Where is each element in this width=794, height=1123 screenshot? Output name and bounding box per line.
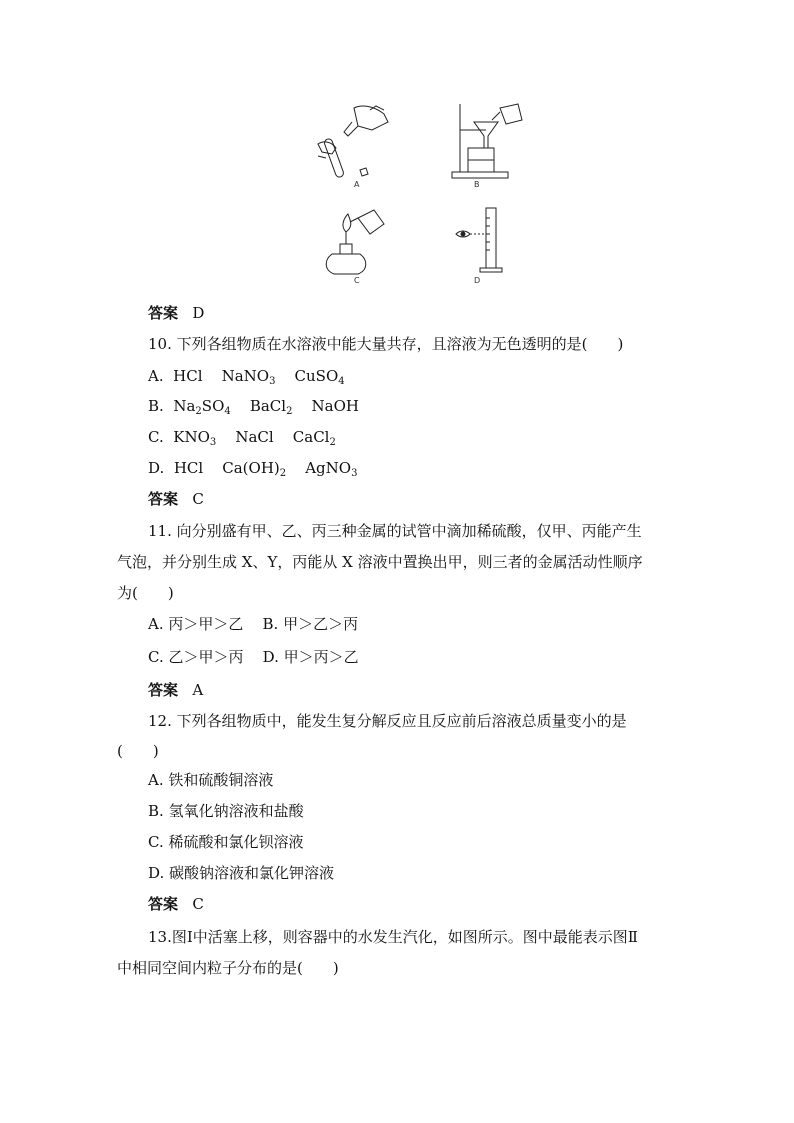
q9-answer-label: 答案 — [148, 304, 179, 322]
q10-option-b-key: B. — [148, 397, 164, 415]
q12-paren-open: ( — [117, 742, 123, 760]
figure-d-drawing — [446, 204, 530, 288]
q10-option-a — [148, 366, 345, 386]
formula-cacl2: CaCl — [292, 428, 330, 446]
subscript: 2 — [329, 437, 336, 448]
formula-agno3: AgNO — [305, 459, 352, 477]
formula-nacl: NaCl — [235, 428, 274, 446]
q12-answer — [148, 894, 204, 914]
q11-options-line1 — [148, 614, 358, 634]
q11-options-line2 — [148, 647, 359, 667]
q12-option-c — [148, 832, 304, 852]
figure-c-label: C — [354, 276, 360, 285]
q13-number: 13. — [148, 928, 172, 946]
q13-paren-close: ) — [332, 959, 339, 977]
q12-stem-line2 — [117, 741, 159, 761]
q10-option-c — [148, 427, 336, 447]
q10-stem — [148, 334, 623, 354]
formula-nano3: NaNO — [221, 367, 270, 385]
formula-part: SO — [201, 397, 225, 415]
figure-a-label: A — [354, 180, 360, 189]
figure-a-pouring-solid — [314, 100, 398, 192]
q9-answer — [148, 303, 204, 323]
figure-b-label: B — [474, 180, 480, 189]
q12-option-d-key: D. — [148, 864, 165, 882]
q10-option-c-key: C. — [148, 428, 164, 446]
figure-d-label: D — [474, 276, 481, 285]
q11-paren-close: ) — [167, 584, 174, 602]
formula-naoh: NaOH — [311, 397, 359, 415]
q10-stem-text: 下列各组物质在水溶液中能大量共存，且溶液为无色透明的是( — [176, 335, 588, 353]
formula-bacl2: BaCl — [249, 397, 287, 415]
formula-na2so4: Na — [173, 397, 196, 415]
q10-number: 10. — [148, 335, 172, 353]
q11-stem-line2: 气泡，并分别生成 X、Y，丙能从 X 溶液中置换出甲，则三者的金属活动性顺序 — [117, 553, 643, 571]
q11-option-a-text: 丙＞甲＞乙 — [168, 615, 244, 633]
q9-answer-value: D — [192, 304, 205, 322]
q11-option-c-text: 乙＞甲＞丙 — [168, 648, 244, 666]
q12-option-a-text: 铁和硫酸铜溶液 — [168, 771, 274, 789]
q12-answer-label: 答案 — [148, 895, 179, 913]
subscript: 2 — [195, 406, 202, 417]
formula-caoh2: Ca(OH) — [222, 459, 280, 477]
figure-a-drawing — [314, 100, 398, 192]
q13-stem-line1 — [148, 927, 638, 947]
q12-option-b-text: 氢氧化钠溶液和盐酸 — [168, 802, 304, 820]
q13-stem-line1-text: 图Ⅰ中活塞上移，则容器中的水发生汽化，如图所示。图中最能表示图Ⅱ — [171, 928, 638, 946]
q11-option-d-text: 甲＞丙＞乙 — [283, 648, 359, 666]
q12-option-a-key: A. — [148, 771, 164, 789]
subscript: 4 — [338, 376, 345, 387]
q12-stem-line1 — [148, 711, 627, 731]
q11-stem-line1 — [148, 521, 642, 541]
subscript: 3 — [269, 376, 276, 387]
q11-option-b-key: B. — [262, 615, 279, 633]
q12-answer-value: C — [192, 895, 204, 913]
q11-option-c-key: C. — [148, 648, 164, 666]
subscript: 4 — [224, 406, 231, 417]
q11-stem-line3-text: 为( — [117, 584, 138, 602]
q13-stem-line2 — [117, 958, 339, 978]
q10-answer-value: C — [192, 490, 204, 508]
formula-hcl: HCl — [173, 367, 203, 385]
subscript: 2 — [279, 468, 287, 479]
figure-b-drawing — [446, 100, 530, 192]
q12-option-a — [148, 770, 273, 790]
q12-paren-close: ) — [152, 742, 159, 760]
q11-option-d-key: D. — [262, 648, 279, 666]
figure-b-filtration — [446, 100, 530, 192]
figure-d-graduated-cylinder — [446, 204, 530, 288]
q12-option-c-text: 稀硫酸和氯化钡溶液 — [168, 833, 304, 851]
q11-option-b-text: 甲＞乙＞丙 — [283, 615, 359, 633]
formula-cuso4: CuSO — [294, 367, 339, 385]
q11-answer — [148, 680, 203, 700]
q10-option-b — [148, 396, 359, 416]
q12-option-d-text: 碳酸钠溶液和氯化钾溶液 — [169, 864, 335, 882]
q10-option-a-key: A. — [148, 367, 164, 385]
q10-answer — [148, 489, 204, 509]
q11-answer-label: 答案 — [148, 681, 179, 699]
q11-option-a-key: A. — [148, 615, 164, 633]
q13-stem-line2-text: 中相同空间内粒子分布的是( — [117, 959, 303, 977]
q12-number: 12. — [148, 712, 172, 730]
q11-answer-value: A — [192, 681, 204, 699]
subscript: 3 — [351, 468, 358, 479]
q12-option-b — [148, 801, 304, 821]
q10-option-d-key: D. — [148, 459, 165, 477]
q11-stem-line3 — [117, 583, 174, 603]
formula-hcl: HCl — [173, 459, 204, 477]
q12-option-c-key: C. — [148, 833, 164, 851]
q10-option-d — [148, 458, 357, 478]
q11-stem-line1-text: 向分别盛有甲、乙、丙三种金属的试管中滴加稀硫酸，仅甲、丙能产生 — [176, 522, 642, 540]
q12-stem-line1-text: 下列各组物质中，能发生复分解反应且反应前后溶液总质量变小的是 — [176, 712, 627, 730]
q12-option-b-key: B. — [148, 802, 164, 820]
q12-option-d — [148, 863, 334, 883]
q10-answer-label: 答案 — [148, 490, 179, 508]
subscript: 3 — [209, 437, 217, 448]
figure-c-alcohol-lamp — [314, 204, 398, 288]
subscript: 2 — [286, 406, 293, 417]
q11-number: 11. — [148, 522, 172, 540]
formula-kno3: KNO — [173, 428, 210, 446]
q10-paren-close: ) — [617, 335, 624, 353]
